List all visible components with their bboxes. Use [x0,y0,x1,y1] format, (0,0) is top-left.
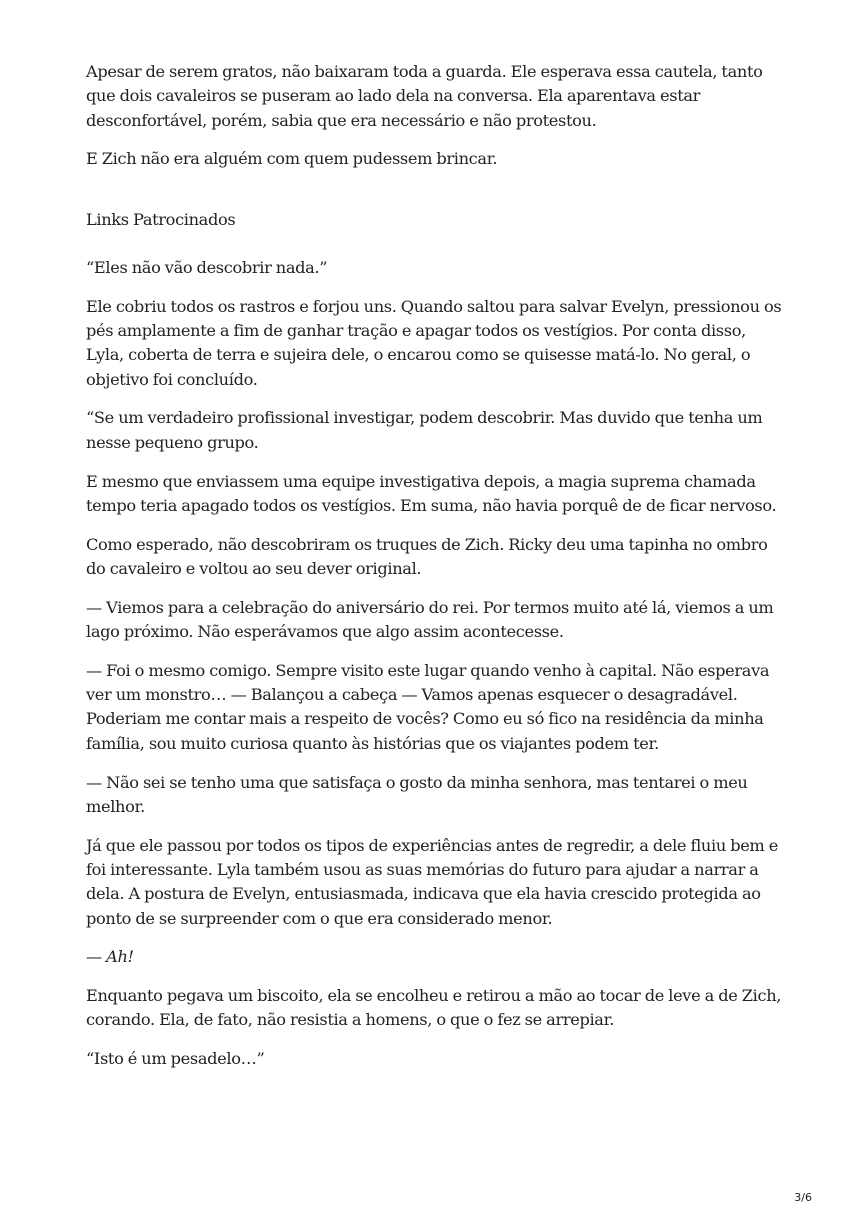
paragraph: Ele cobriu todos os rastros e forjou uns. Quando saltou para salvar Evelyn, pressionou os pés amplamente a fim de ganhar tração e apagar todos os vestígios. Por conta disso, Lyla, coberta de terra e sujeira dele, o encarou como se quisesse matá-lo. No geral, o objetivo foi concluído. [86,296,782,389]
paragraph: Como esperado, não descobriram os truques de Zich. Ricky deu uma tapinha no ombro do cavaleiro e voltou ao seu dever original. [86,534,768,578]
paragraph: — Foi o mesmo comigo. Sempre visito este lugar quando venho à capital. Não esperava ver um monstro… — Balançou a cabeça — Vamos apenas esquecer o desagradável. Poderiam me contar mais a respeito de vocês? Como eu só fico na residência da minha família, sou muito curiosa quanto às histórias que os viajantes podem ter. [86,660,770,753]
exclamation-text: Ah! [106,947,134,967]
paragraph: — Não sei se tenho uma que satisfaça o gosto da minha senhora, mas tentarei o meu melhor. [86,772,748,816]
paragraph: E Zich não era alguém com quem pudessem brincar. [86,149,498,169]
paragraph: Apesar de serem gratos, não baixaram toda a guarda. Ele esperava essa cautela, tanto que dois cavaleiros se puseram ao lado dela na conversa. Ela aparentava estar desconfortável, porém, sabia que era necessário e não protestou. [86,62,763,130]
exclamation-paragraph [86,945,786,969]
document-page [86,60,786,1086]
paragraph: E mesmo que enviassem uma equipe investigativa depois, a magia suprema chamada tempo teria apagado todos os vestígios. Em suma, não havia porquê de de ficar nervoso. [86,471,777,515]
paragraph: Já que ele passou por todos os tipos de experiências antes de regredir, a dele fluiu bem e foi interessante. Lyla também usou as suas memórias do futuro para ajudar a narrar a dela. A postura de Evelyn, entusiasmada, indicava que ela havia crescido protegida ao ponto de se surpreender com o que era considerado menor. [86,835,778,928]
paragraph: — Viemos para a celebração do aniversário do rei. Por termos muito até lá, viemos a um lago próximo. Não esperávamos que algo assim acontecesse. [86,597,774,642]
paragraph: “Se um verdadeiro profissional investigar, podem descobrir. Mas duvido que tenha um nesse pequeno grupo. [86,408,763,452]
exclamation-dash: — [86,947,107,967]
paragraph: “Eles não vão descobrir nada.” [86,257,328,277]
paragraph: “Isto é um pesadelo…” [86,1049,265,1069]
sponsored-links-label: Links Patrocinados [86,209,236,229]
page-number: 3/6 [794,1191,812,1204]
paragraph: Enquanto pegava um biscoito, ela se encolheu e retirou a mão ao tocar de leve a de Zich, corando. Ela, de fato, não resistia a homens, o que o fez se arrepiar. [86,986,782,1030]
